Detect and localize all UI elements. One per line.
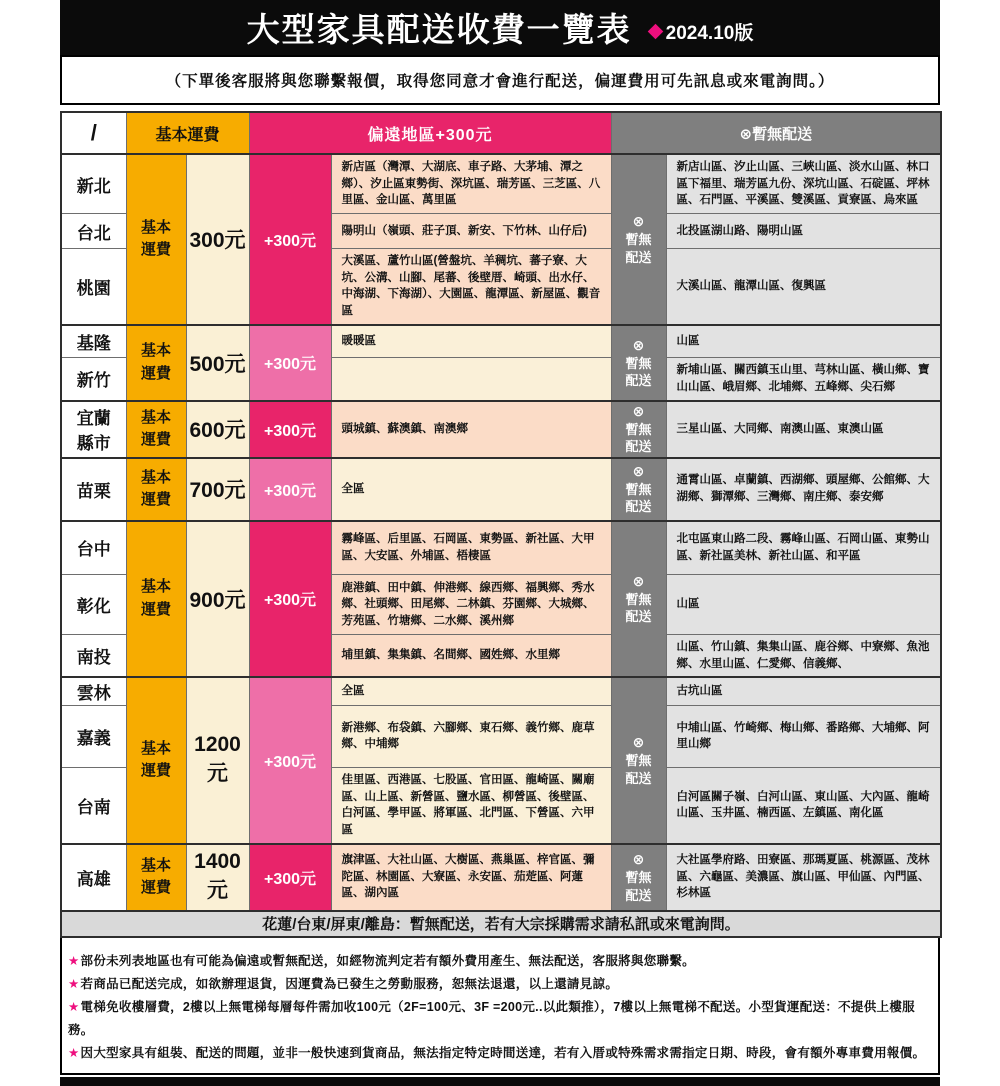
page-title: 大型家具配送收費一覽表 [246,11,632,48]
delivery-fee-table [60,111,942,938]
notes-box [60,938,940,1076]
no-delivery-badge [611,325,666,401]
no-delivery-areas: 中埔山區、竹崎鄉、梅山鄉、番路鄉、大埔鄉、阿里山鄉 [666,705,941,767]
region-label: 高雄 [61,844,126,911]
bottom-strip [60,1077,940,1086]
no-delivery-label: 暫無配送 [625,481,652,515]
footer-note: 花蓮/台東/屏東/離島：暫無配送，若有大宗採購需求請私訊或來電詢問。 [61,911,941,937]
region-label: 雲林 [61,677,126,705]
base-fee-label: 基本運費 [126,844,186,911]
no-delivery-badge [611,677,666,843]
base-fee-label: 基本運費 [126,401,186,458]
column-header-remote: 偏遠地區+300元 [249,112,611,154]
no-delivery-areas: 山區 [666,325,941,358]
region-label: 宜蘭縣市 [61,401,126,458]
no-delivery-icon: ⊗ [632,213,645,230]
remote-areas: 新港鄉、布袋鎮、六腳鄉、東石鄉、義竹鄉、鹿草鄉、中埔鄉 [331,705,611,767]
no-delivery-areas: 新店山區、汐止山區、三峽山區、淡水山區、林口區下福里、瑞芳區九份、深坑山區、石碇區、坪林區、石門區、平溪區、雙溪區、貢寮區、烏來區 [666,154,941,214]
surcharge-label: +300元 [249,844,331,911]
region-label: 台北 [61,214,126,249]
column-header-region: / [61,112,126,154]
no-delivery-areas: 山區、竹山鎮、集集山區、鹿谷鄉、中寮鄉、魚池鄉、水里山區、仁愛鄉、信義鄉、 [666,635,941,678]
base-fee-label: 基本運費 [126,521,186,678]
no-delivery-label: 暫無配送 [625,869,652,903]
base-fee-value: 600元 [186,401,249,458]
no-delivery-label: 暫無配送 [625,355,652,389]
remote-areas: 鹿港鎮、田中鎮、伸港鄉、線西鄉、福興鄉、秀水鄉、社頭鄉、田尾鄉、二林鎮、芬園鄉、大城鄉、芳苑區、竹塘鄉、二水鄉、溪州鄉 [331,575,611,635]
remote-areas: 大溪區、蘆竹山區(營盤坑、羊稠坑、蕃子寮、大坑、公溝、山腳、尾蕃、後壁厝、崎頭、出水仔、中海湖、下海湖）、大園區、龍潭區、新屋區、觀音區 [331,249,611,325]
no-delivery-areas: 北投區湖山路、陽明山區 [666,214,941,249]
remote-areas: 新店區（灣潭、大湖底、車子路、大茅埔、潭之鄉）、汐止區東勢街、深坑區、瑞芳區、三芝區、八里區、金山區、萬里區 [331,154,611,214]
region-label: 嘉義 [61,705,126,767]
surcharge-label: +300元 [249,458,331,521]
no-delivery-badge [611,401,666,458]
column-header-base-fee: 基本運費 [126,112,249,154]
base-fee-value: 500元 [186,325,249,401]
no-delivery-icon: ⊗ [632,336,645,353]
table-row [61,677,941,705]
no-delivery-badge [611,154,666,325]
region-label: 新北 [61,154,126,214]
no-delivery-icon: ⊗ [632,572,645,589]
no-delivery-icon: ⊗ [632,734,645,751]
column-header-no-delivery: ⊗暫無配送 [611,112,941,154]
base-fee-label: 基本運費 [126,677,186,843]
no-delivery-icon: ⊗ [632,403,645,420]
remote-areas: 頭城鎮、蘇澳鎮、南澳鄉 [331,401,611,458]
no-delivery-label: 暫無配送 [625,591,652,625]
region-label: 苗栗 [61,458,126,521]
surcharge-label: +300元 [249,401,331,458]
table-footer-row [61,911,941,937]
no-delivery-areas: 三星山區、大同鄉、南澳山區、東澳山區 [666,401,941,458]
base-fee-value: 300元 [186,154,249,325]
base-fee-value: 1400元 [186,844,249,911]
region-label: 台中 [61,521,126,575]
star-icon: ★ [68,1046,80,1061]
region-label: 彰化 [61,575,126,635]
table-row [61,325,941,358]
star-icon: ★ [68,976,80,991]
note-line: ★因大型家具有組裝、配送的問題，並非一般快速到貨商品，無法指定特定時間送達，若有入厝或特殊需求需指定日期、時段，會有額外專車費用報價。 [68,1046,926,1061]
table-row [61,154,941,214]
table-row [61,458,941,521]
no-delivery-icon: ⊗ [632,851,645,868]
no-delivery-label: 暫無配送 [625,232,652,265]
note-line: ★部份未列表地區也有可能為偏遠或暫無配送，如經物流判定若有額外費用產生、無法配送，客服將與您聯繫。 [68,953,695,968]
no-delivery-areas: 新埔山區、關西鎮玉山里、芎林山區、橫山鄉、寶山山區、峨眉鄉、北埔鄉、五峰鄉、尖石鄉 [666,358,941,401]
remote-areas: 全區 [331,677,611,705]
no-delivery-areas: 大社區學府路、田寮區、那瑪夏區、桃源區、茂林區、六龜區、美濃區、旗山區、甲仙區、內門區、杉林區 [666,844,941,911]
base-fee-value: 1200元 [186,677,249,843]
region-label: 桃園 [61,249,126,325]
region-label: 基隆 [61,325,126,358]
note-line: ★電梯免收樓層費，2樓以上無電梯每層每件需加收100元（2F=100元、3F =200元..以此類推），7樓以上無電梯不配送。小型貨運配送：不提供上樓服務。 [68,999,915,1037]
no-delivery-badge [611,844,666,911]
no-delivery-areas: 北屯區東山路二段、霧峰山區、石岡山區、東勢山區、新社區美林、新社山區、和平區 [666,521,941,575]
star-icon: ★ [68,999,80,1014]
base-fee-label: 基本運費 [126,154,186,325]
no-delivery-badge [611,521,666,678]
no-delivery-areas: 大溪山區、龍潭山區、復興區 [666,249,941,325]
no-delivery-areas: 古坑山區 [666,677,941,705]
surcharge-label: +300元 [249,677,331,843]
remote-areas: 旗津區、大社山區、大樹區、燕巢區、梓官區、彌陀區、林園區、大寮區、永安區、茄萣區、阿蓮區、湖內區 [331,844,611,911]
remote-areas: 佳里區、西港區、七股區、官田區、龍崎區、關廟區、山上區、新營區、鹽水區、柳營區、後壁區、白河區、學甲區、將軍區、北門區、下營區、六甲區 [331,767,611,843]
version-badge [650,18,754,45]
base-fee-label: 基本運費 [126,458,186,521]
subtitle-text: （下單後客服將與您聯繫報價，取得您同意才會進行配送，偏運費用可先訊息或來電詢問。） [165,73,835,90]
remote-areas [331,358,611,401]
table-row [61,401,941,458]
region-label: 新竹 [61,358,126,401]
remote-areas: 暖暖區 [331,325,611,358]
surcharge-label: +300元 [249,521,331,678]
remote-areas: 陽明山（嶺頭、莊子頂、新安、下竹林、山仔后) [331,214,611,249]
region-label: 南投 [61,635,126,678]
base-fee-value: 900元 [186,521,249,678]
note-line: ★若商品已配送完成，如欲辦理退貨，因運費為已發生之勞動服務，恕無法退還，以上還請見諒。 [68,976,619,991]
region-label: 台南 [61,767,126,843]
no-delivery-badge [611,458,666,521]
subtitle-box [60,55,940,105]
surcharge-label: +300元 [249,154,331,325]
no-delivery-areas: 山區 [666,575,941,635]
page [60,0,940,1086]
surcharge-label: +300元 [249,325,331,401]
no-delivery-label: 暫無配送 [625,421,652,455]
base-fee-value: 700元 [186,458,249,521]
no-delivery-areas: 通霄山區、卓蘭鎮、西湖鄉、頭屋鄉、公館鄉、大湖鄉、獅潭鄉、三灣鄉、南庄鄉、泰安鄉 [666,458,941,521]
sparkle-icon [647,24,663,40]
title-band [60,0,940,55]
no-delivery-icon: ⊗ [632,463,645,480]
base-fee-label: 基本運費 [126,325,186,401]
version-text: 2024.10版 [665,23,754,44]
no-delivery-areas: 白河區關子嶺、白河山區、東山區、大內區、龍崎山區、玉井區、楠西區、左鎮區、南化區 [666,767,941,843]
remote-areas: 全區 [331,458,611,521]
remote-areas: 埔里鎮、集集鎮、名間鄉、國姓鄉、水里鄉 [331,635,611,678]
star-icon: ★ [68,953,80,968]
no-delivery-label: 暫無配送 [625,753,652,786]
table-row [61,521,941,575]
table-row [61,844,941,911]
table-header-row [61,112,941,154]
remote-areas: 霧峰區、后里區、石岡區、東勢區、新社區、大甲區、大安區、外埔區、梧棲區 [331,521,611,575]
